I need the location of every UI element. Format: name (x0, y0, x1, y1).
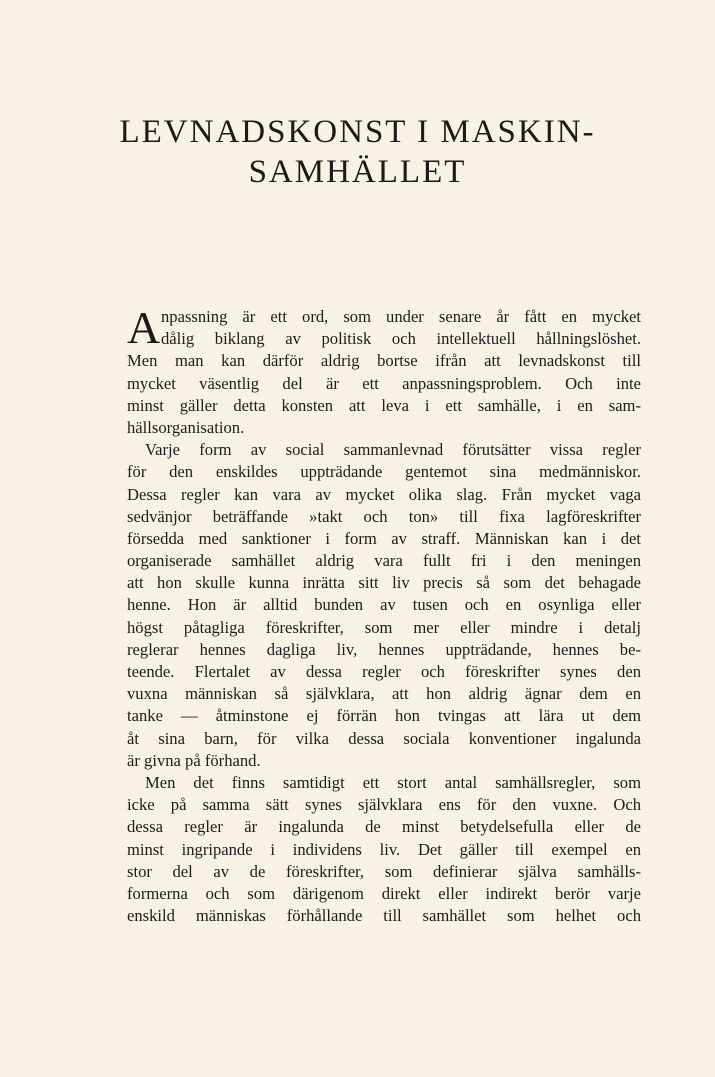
text-line: Men det finns samtidigt ett stort antal samhällsregler, som (145, 772, 641, 792)
chapter-title-line-2: SAMHÄLLET (248, 154, 467, 190)
chapter-title (60, 112, 655, 192)
text-line: högst påtagliga föreskrifter, som mer eller mindre i detalj (127, 617, 641, 637)
text-line: enskild människas förhållande till samhället som helhet och (127, 906, 641, 926)
text-line: sedvänjor beträffande »takt och ton» till fixa lagföreskrifter (127, 506, 641, 526)
text-line: henne. Hon är alltid bunden av tusen och en osynliga eller (127, 595, 641, 615)
text-line: icke på samma sätt synes självklara ens för den vuxne. Och (127, 795, 641, 815)
text-line: vuxna människan så självklara, att hon aldrig ägnar dem en (127, 684, 641, 704)
text-line: stor del av de föreskrifter, som definierar själva samhälls- (127, 861, 641, 881)
drop-cap: A (127, 302, 161, 353)
text-line: åt sina barn, för vilka dessa sociala konventioner ingalunda (127, 728, 641, 748)
text-line: minst gäller detta konsten att leva i ett samhälle, i en sam- (127, 395, 641, 415)
text-line: mycket väsentlig del är ett anpassningsproblem. Och inte (127, 373, 641, 393)
text-line: minst ingripande i individens liv. Det gäller till exempel en (127, 839, 641, 859)
body-text (127, 302, 641, 927)
text-line: Men man kan därför aldrig bortse ifrån att levnadskonst till (127, 351, 641, 371)
text-line: är givna på förhand. (127, 750, 261, 770)
text-line: tanke — åtminstone ej förrän hon tvingas att lära ut dem (127, 706, 641, 726)
text-line: Varje form av social sammanlevnad förutsätter vissa regler (145, 440, 641, 460)
text-line: A npassning är ett ord, som under senare år fått en mycket (127, 302, 641, 353)
text-line: dålig biklang av politisk och intellektuell hållningslöshet. (161, 329, 641, 349)
text-line: reglerar hennes dagliga liv, hennes uppträdande, hennes be- (127, 639, 641, 659)
text-line: hällsorganisation. (127, 417, 245, 437)
text-line: dessa regler är ingalunda de minst betydelsefulla eller de (127, 817, 641, 837)
text-line: teende. Flertalet av dessa regler och föreskrifter synes den (127, 662, 641, 681)
text-line: formerna och som därigenom direkt eller indirekt berör varje (127, 883, 641, 903)
text-line: Dessa regler kan vara av mycket olika slag. Från mycket vaga (127, 484, 641, 504)
chapter-title-line-1: LEVNADSKONST I MASKIN- (119, 114, 596, 150)
text-line: organiserade samhället aldrig vara fullt fri i den meningen (127, 551, 641, 571)
text-line: försedda med sanktioner i form av straff. Människan kan i det (127, 528, 641, 548)
text-line: för den enskildes uppträdande gentemot sina medmänniskor. (127, 462, 641, 482)
text-line: att hon skulle kunna inrätta sitt liv precis så som det behagade (127, 573, 641, 593)
